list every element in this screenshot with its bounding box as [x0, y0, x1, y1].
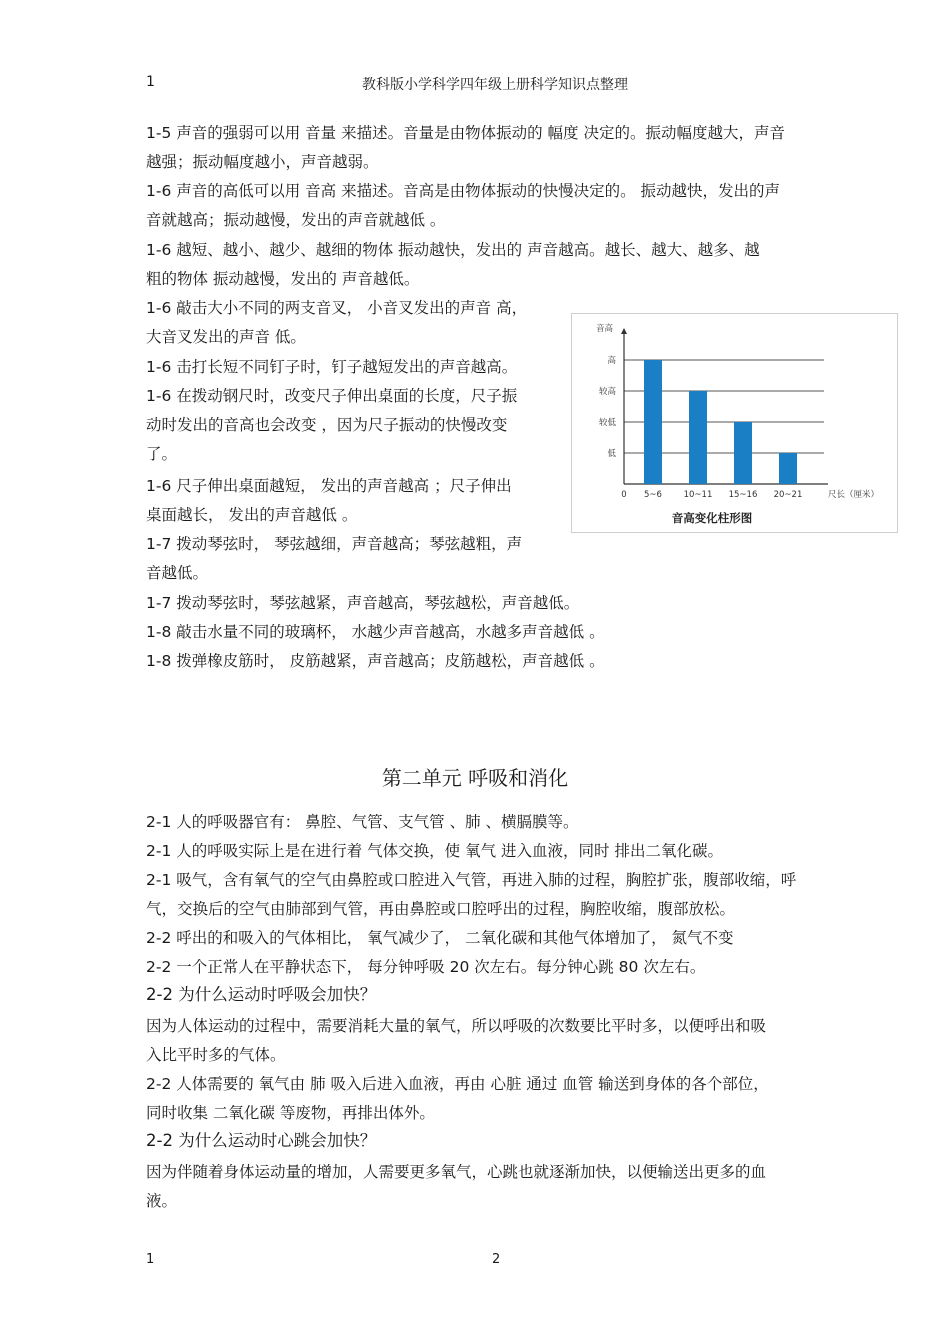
paragraph-line: 2-2 呼出的和吸入的气体相比， 氧气减少了， 二氧化碳和其他气体增加了， 氮气不变	[146, 929, 734, 947]
paragraph-line: 2-1 人的呼吸器官有： 鼻腔、气管、支气管 、肺 、横膈膜等。	[146, 813, 579, 831]
paragraph-line: 1-8 敲击水量不同的玻璃杯， 水越少声音越高，水越多声音越低 。	[146, 623, 605, 641]
x-tick-label: 20~21	[773, 490, 803, 500]
y-tick-label: 高	[607, 356, 616, 366]
chart-svg	[572, 314, 897, 532]
paragraph-line: 音越低。	[146, 564, 209, 582]
paragraph-line: 1-7 拨动琴弦时，琴弦越紧，声音越高，琴弦越松，声音越低。	[146, 594, 580, 612]
y-tick-label: 低	[607, 449, 616, 459]
paragraph-line: 1-8 拨弹橡皮筋时， 皮筋越紧，声音越高；皮筋越松，声音越低 。	[146, 652, 605, 670]
chart-title: 音高变化柱形图	[671, 511, 753, 525]
paragraph-line: 2-2 一个正常人在平静状态下， 每分钟呼吸 20 次左右。每分钟心跳 80 次左右。	[146, 958, 706, 976]
paragraph-line: 了。	[146, 445, 178, 463]
paragraph-line: 同时收集 二氧化碳 等废物，再排出体外。	[146, 1104, 435, 1122]
paragraph-line: 1-6 声音的高低可以用 音高 来描述。音高是由物体振动的快慢决定的。 振动越快，发出的声	[146, 182, 781, 200]
pitch-bar-chart	[571, 313, 898, 533]
question-heading: 2-2 为什么运动时心跳会加快？	[146, 1131, 377, 1150]
paragraph-line: 1-5 声音的强弱可以用 音量 来描述。音量是由物体振动的 幅度 决定的。振动幅度越大，声音	[146, 124, 785, 142]
paragraph-line: 越强；振动幅度越小，声音越弱。	[146, 153, 379, 171]
paragraph-line: 因为人体运动的过程中，需要消耗大量的氧气，所以呼吸的次数要比平时多，以便呼出和吸	[146, 1017, 767, 1035]
header-page-number: 1	[146, 74, 155, 90]
paragraph-line: 1-6 越短、越小、越少、越细的物体 振动越快，发出的 声音越高。越长、越大、越多、越	[146, 241, 760, 259]
paragraph-line: 音就越高；振动越慢，发出的声音就越低 。	[146, 211, 446, 229]
paragraph-line: 1-7 拨动琴弦时， 琴弦越细，声音越高；琴弦越粗，声	[146, 535, 523, 553]
paragraph-line: 1-6 尺子伸出桌面越短， 发出的声音越高 ；尺子伸出	[146, 477, 512, 495]
paragraph-line: 气，交换后的空气由肺部到气管，再由鼻腔或口腔呼出的过程，胸腔收缩，腹部放松。	[146, 900, 736, 918]
y-tick-label: 较高	[598, 387, 616, 397]
paragraph-line: 1-6 击打长短不同钉子时，钉子越短发出的声音越高。	[146, 358, 518, 376]
x-tick-label: 15~16	[728, 490, 758, 500]
footer-page-number: 2	[492, 1252, 501, 1267]
paragraph-line: 入比平时多的气体。	[146, 1046, 286, 1064]
paragraph-line: 大音叉发出的声音 低。	[146, 328, 306, 346]
x-tick-label: 10~11	[683, 490, 713, 500]
y-axis-arrow	[621, 328, 627, 334]
bar	[734, 422, 752, 484]
paragraph-line: 2-2 人体需要的 氧气由 肺 吸入后进入血液，再由 心脏 通过 血管 输送到身体的各个部位，	[146, 1075, 769, 1093]
paragraph-line: 因为伴随着身体运动量的增加，人需要更多氧气，心跳也就逐渐加快，以便输送出更多的血	[146, 1163, 767, 1181]
footer-left-number: 1	[146, 1252, 155, 1267]
y-axis-label: 音高	[596, 324, 614, 334]
origin-label: 0	[621, 490, 627, 500]
question-heading: 2-2 为什么运动时呼吸会加快？	[146, 985, 377, 1004]
bar	[689, 391, 707, 484]
x-tick-label: 5~6	[644, 490, 662, 500]
paragraph-line: 动时发出的音高也会改变 ，因为尺子振动的快慢改变	[146, 416, 508, 434]
bar	[779, 453, 797, 484]
paragraph-line: 1-6 敲击大小不同的两支音叉， 小音叉发出的声音 高，	[146, 299, 528, 317]
section-title: 第二单元 呼吸和消化	[381, 766, 569, 790]
paragraph-line: 液。	[146, 1192, 178, 1210]
y-tick-label: 较低	[598, 418, 616, 428]
paragraph-line: 桌面越长， 发出的声音越低 。	[146, 506, 358, 524]
paragraph-line: 2-1 吸气，含有氧气的空气由鼻腔或口腔进入气管，再进入肺的过程，胸腔扩张，腹部收缩，呼	[146, 871, 797, 889]
paragraph-line: 粗的物体 振动越慢，发出的 声音越低。	[146, 270, 420, 288]
header-title: 教科版小学科学四年级上册科学知识点整理	[362, 77, 628, 93]
bar	[644, 360, 662, 484]
x-axis-label: 尺长（厘米）	[828, 490, 880, 500]
paragraph-line: 2-1 人的呼吸实际上是在进行着 气体交换，使 氧气 进入血液，同时 排出二氧化碳。	[146, 842, 723, 860]
paragraph-line: 1-6 在拨动钢尺时，改变尺子伸出桌面的长度，尺子振	[146, 387, 518, 405]
